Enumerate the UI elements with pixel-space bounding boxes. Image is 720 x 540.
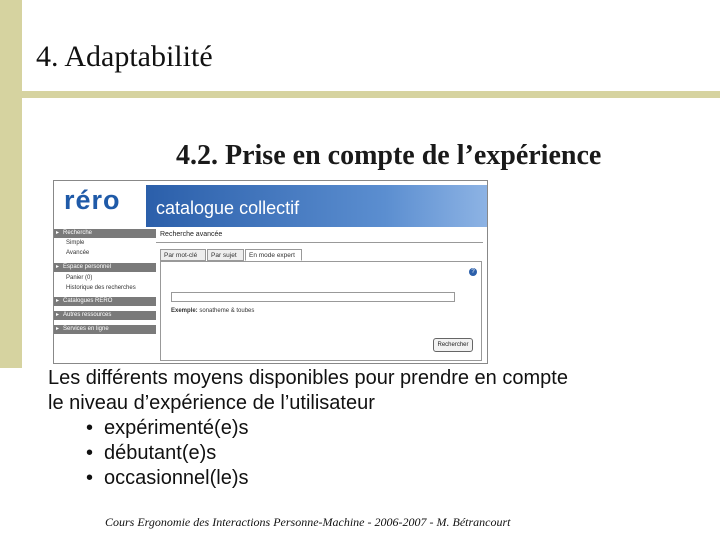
nav-panier[interactable]: Panier (0) [66,275,93,281]
left-accent-bar [0,0,22,368]
title-underline [22,91,720,98]
slide-subtitle: 4.2. Prise en compte de l’expérience [176,140,602,171]
bullet-icon: • [86,467,94,489]
search-panel [156,227,487,363]
tab-mode-expert[interactable]: En mode expert [245,249,302,261]
example-label: Exemple: [171,308,198,314]
bullet-item [48,441,568,466]
panel-title: Recherche avancée [160,231,223,238]
paragraph-line-2: le niveau d’expérience de l’utilisateur [48,392,375,414]
nav-espace-personnel[interactable]: ▸ Espace personnel [54,263,156,272]
slide-body [48,366,568,491]
panel-divider [156,242,483,243]
catalogue-sidebar [54,227,156,363]
bullet-icon: • [86,442,94,464]
bullet-item [48,416,568,441]
bullet-text: débutant(e)s [104,442,217,464]
nav-autres-ressources[interactable]: ▸ Autres ressources [54,311,156,320]
help-icon[interactable]: ? [469,268,477,276]
tab-mot-cle[interactable]: Par mot-clé [160,249,206,261]
slide-footer: Cours Ergonomie des Interactions Personne-Machine - 2006-2007 - M. Bétrancourt [105,515,511,529]
banner-title: catalogue collectif [156,198,300,218]
nav-simple[interactable]: Simple [66,240,85,246]
example-hint [171,308,254,314]
nav-catalogues-rero[interactable]: ▸ Catalogues RERO [54,297,156,306]
tab-sujet[interactable]: Par sujet [207,249,244,261]
nav-historique[interactable]: Historique des recherches [66,285,136,291]
nav-recherche[interactable]: ▸ Recherche [54,229,156,238]
tab-content [160,261,482,361]
nav-avancee[interactable]: Avancée [66,250,90,256]
slide-title: 4. Adaptabilité [36,40,213,73]
rero-logo: réro [64,185,121,215]
nav-services-en-ligne[interactable]: ▸ Services en ligne [54,325,156,334]
bullet-text: occasionnel(le)s [104,467,249,489]
catalogue-banner [146,185,487,227]
paragraph-line-1: Les différents moyens disponibles pour prendre en compte [48,367,568,389]
search-input[interactable] [171,292,455,302]
bullet-item [48,466,568,491]
search-button[interactable]: Rechercher [433,338,473,352]
bullet-icon: • [86,417,94,439]
bullet-text: expérimenté(e)s [104,417,249,439]
catalogue-header [54,181,487,227]
example-value: sonatheme & toubes [199,308,255,314]
catalogue-screenshot [53,180,488,364]
